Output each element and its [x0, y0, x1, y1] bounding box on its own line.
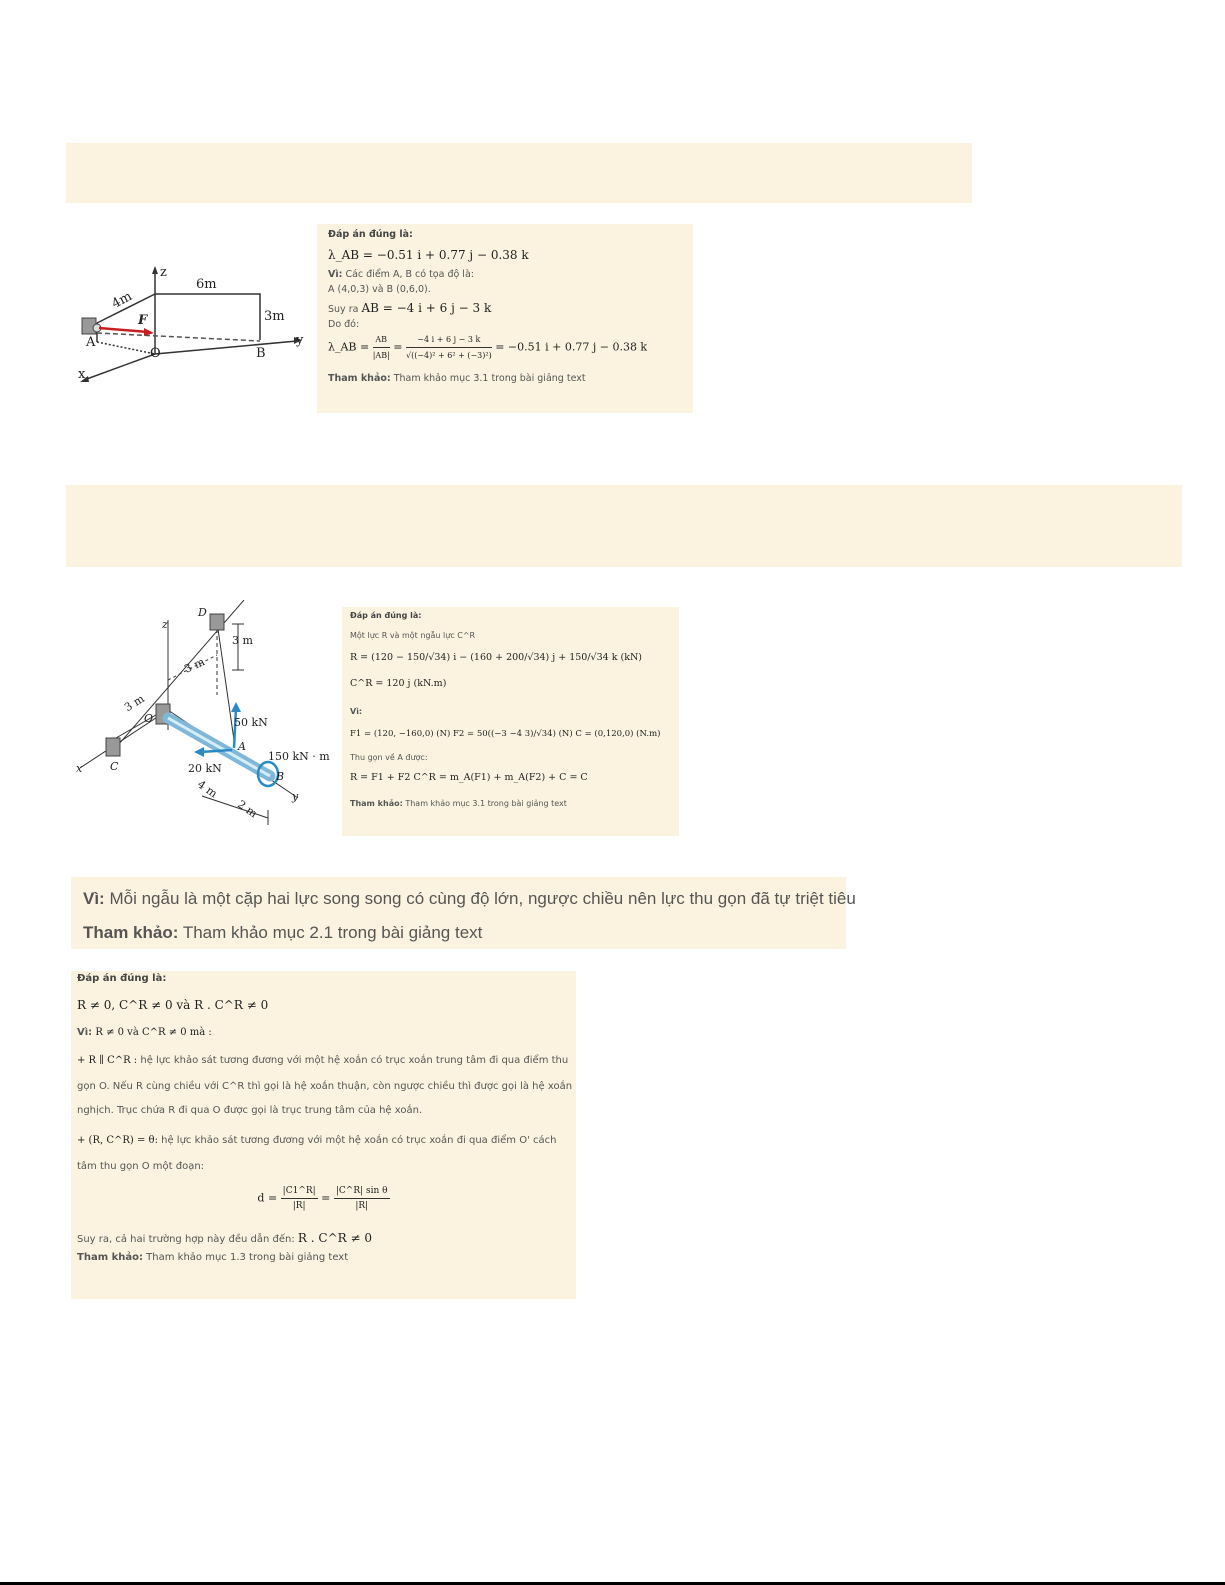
q2-fig-label-y: y [292, 790, 299, 803]
q1-do-do: Do đó: [328, 319, 360, 330]
q2-fig-label-3m-top: 3 m [232, 634, 253, 647]
q4-conclusion: R . C^R ≠ 0 [297, 1231, 372, 1245]
q1-fig-label-3m: 3m [264, 309, 285, 324]
q4-p1-lead: + R ∥ C^R : [77, 1055, 138, 1066]
q4-d-den2: |R| [355, 1201, 369, 1211]
q1-lambda-lhs: λ_AB = [328, 340, 370, 354]
q2-forces: F1 = (120, −160,0) (N) F2 = 50((−3 −4 3)/√34) (N) C = (0,120,0) (N.m) [350, 729, 661, 739]
q1-fig-label-y: y [296, 333, 304, 348]
q4-p1-text3: nghịch. Trục chứa R đi qua O được gọi là trục trung tâm của hệ xoắn. [77, 1105, 423, 1116]
q1-vi-label: Vì: [328, 269, 343, 280]
q1-answer-card: Đáp án đúng là: λ_AB = −0.51 i + 0.77 j − 0.38 k Vì: Các điểm A, B có tọa độ là: A (4,0,3) và B (0,6,0). Suy ra AB = −4 i + 6 j − 3 k Do đó: λ_AB = $\frac{AB}{|AB|}$ = $\frac{-4 i + 6 j - 3 k}{\text{√((−4)² + 6² + (−3)²)}}$ = −0.51 i + 0.77 j − 0.38 k Tham khảo: Tham khảo mục 3.1 trong bài giảng text [317, 224, 693, 413]
q3-vi-label: Vì: [83, 889, 105, 908]
q2-fig-label-150knm: 150 kN · m [268, 750, 330, 763]
q2-fig-label-20kn: 20 kN [188, 762, 222, 775]
q2-c-equation: C^R = 120 j (kN.m) [350, 678, 447, 689]
q3-ref-label: Tham khảo: [83, 923, 179, 942]
q4-d-den1: |R| [292, 1201, 306, 1211]
q1-fig-label-o: O [150, 346, 161, 361]
q4-d-num2: |C^R| sin θ [334, 1184, 390, 1199]
q2-ref-label: Tham khảo: [350, 799, 403, 808]
q2-fig-label-4m: 4 m [195, 777, 220, 801]
q1-lambda-rhs: = −0.51 i + 0.77 j − 0.38 k [495, 340, 648, 354]
q2-answer-card [342, 607, 679, 836]
q1-fig-label-z: z [160, 265, 167, 280]
q2-fig-label-z: z [162, 618, 168, 631]
q1-frac1-den: |AB| [372, 351, 390, 360]
q1-ref-text: Tham khảo mục 3.1 trong bài giảng text [393, 373, 586, 384]
q2-ref-text: Tham khảo mục 3.1 trong bài giảng text [405, 799, 567, 808]
q2-intro: Một lực R và một ngẫu lực C^R [350, 631, 476, 640]
q4-p2-text: hệ lực khảo sát tương đương với một hệ xoắn có trục xoắn đi qua điểm O' cách [161, 1135, 557, 1146]
q1-fig-label-b: B [256, 346, 266, 361]
q4-d-lhs: d = [257, 1191, 278, 1205]
q1-fig-label-x: x [78, 367, 86, 382]
q2-fig-label-c: C [110, 760, 119, 773]
q1-suy-ra: Suy ra [328, 304, 359, 315]
q4-d-num1: |C1^R| [281, 1184, 318, 1199]
q3-vi-text: Mỗi ngẫu là một cặp hai lực song song có cùng độ lớn, ngược chiều nên lực thu gọn đã tự triệt tiêu [109, 889, 856, 908]
q1-frac1-num: AB [373, 332, 390, 348]
question-1-band [66, 143, 972, 203]
q4-suy-ra: Suy ra, cả hai trường hợp này đều dẫn đến: [77, 1234, 295, 1245]
q2-fig-label-x: x [76, 762, 83, 775]
q1-ab-vector: AB = −4 i + 6 j − 3 k [361, 301, 492, 315]
q4-answer-heading: Đáp án đúng là: [77, 973, 167, 984]
q1-fig-label-4m: 4m [109, 288, 135, 312]
q1-fig-label-f: F [138, 313, 148, 328]
q1-frac2-num: −4 i + 6 j − 3 k [406, 332, 492, 348]
q3-explanation-box [71, 877, 856, 949]
q4-p1-text: hệ lực khảo sát tương đương với một hệ xoắn có trục xoắn trung tâm đi qua điểm thu [140, 1055, 569, 1066]
q1-vi-text: Các điểm A, B có tọa độ là: [345, 269, 474, 280]
q4-p2-text2: tâm thu gọn O một đoạn: [77, 1161, 205, 1172]
q2-fig-label-a: A [238, 740, 246, 753]
q1-coords: A (4,0,3) và B (0,6,0). [328, 284, 431, 295]
q4-ref-label: Tham khảo: [77, 1252, 143, 1263]
q2-fig-label-d: D [198, 606, 207, 619]
q2-r-equation: R = (120 − 150/√34) i − (160 + 200/√34) j + 150/√34 k (kN) [350, 652, 642, 663]
q1-fig-label-6m: 6m [196, 277, 217, 292]
q2-fig-label-3m-mid: 3 m [182, 655, 207, 676]
q2-thu-gon: Thu gọn về A được: [350, 753, 428, 762]
q2-vi-label: Vì: [350, 707, 363, 716]
q4-vi-line: R ≠ 0 và C^R ≠ 0 mà : [95, 1027, 212, 1038]
q2-fig-label-2m: 2 m [235, 797, 260, 821]
q2-fig-label-3m-left: 3 m [122, 692, 147, 715]
q2-fig-label-50kn: 50 kN [234, 716, 268, 729]
question-2-band [66, 485, 1182, 567]
q2-fig-label-b: B [276, 770, 285, 783]
q1-fig-label-a: A [86, 335, 96, 350]
q4-p1-text2: gọn O. Nếu R cùng chiều với C^R thì gọi là hệ xoắn thuận, còn ngược chiều thì được gọi là hệ xoắn [77, 1081, 573, 1092]
q4-p2-lead: + (R, C^R) = θ: [77, 1135, 158, 1146]
q4-answer-card: Đáp án đúng là: R ≠ 0, C^R ≠ 0 và R . C^R ≠ 0 Vì: R ≠ 0 và C^R ≠ 0 mà : + R ∥ C^R : hệ lực khảo sát tương đương với một hệ xoắn có trục xoắn trung tâm đi qua điểm thu gọn O. Nếu R cùng chiều với C^R thì gọi là hệ xoắn thuận, còn ngược chiều thì được gọi là hệ xoắn nghịch. Trục chứa R đi qua O được gọi là trục trung tâm của hệ xoắn. + (R, C^R) = θ: hệ lực khảo sát tương đương với một hệ xoắn có trục xoắn đi qua điểm O' cách tâm thu gọn O một đoạn: d = $\frac{|C1\^{}R|}{|R|}$ = $\frac{\text{|C\textasciicircum{}R| sin θ}}{|R|}$ Suy ra, cả hai trường hợp này đều dẫn đến: R . C^R ≠ 0 Tham khảo: Tham khảo mục 1.3 trong bài giảng text [71, 971, 576, 1299]
q1-answer-heading: Đáp án đúng là: [328, 229, 413, 240]
q3-ref-text: Tham khảo mục 2.1 trong bài giảng text [182, 923, 483, 942]
q1-figure [72, 258, 312, 388]
q4-vi-label: Vì: [77, 1027, 93, 1038]
q1-ref-label: Tham khảo: [328, 373, 391, 384]
q2-answer-heading: Đáp án đúng là: [350, 611, 422, 620]
q4-ref-text: Tham khảo mục 1.3 trong bài giảng text [146, 1252, 349, 1263]
q1-answer-result: λ_AB = −0.51 i + 0.77 j − 0.38 k [328, 248, 529, 262]
q4-result: R ≠ 0, C^R ≠ 0 và R . C^R ≠ 0 [77, 998, 269, 1012]
q2-sum-equation: R = F1 + F2 C^R = m_A(F1) + m_A(F2) + C = C [350, 772, 588, 783]
q2-figure [72, 600, 330, 830]
q1-frac2-den: √((−4)² + 6² + (−3)²) [405, 351, 492, 360]
q2-fig-label-o: O [144, 712, 154, 725]
